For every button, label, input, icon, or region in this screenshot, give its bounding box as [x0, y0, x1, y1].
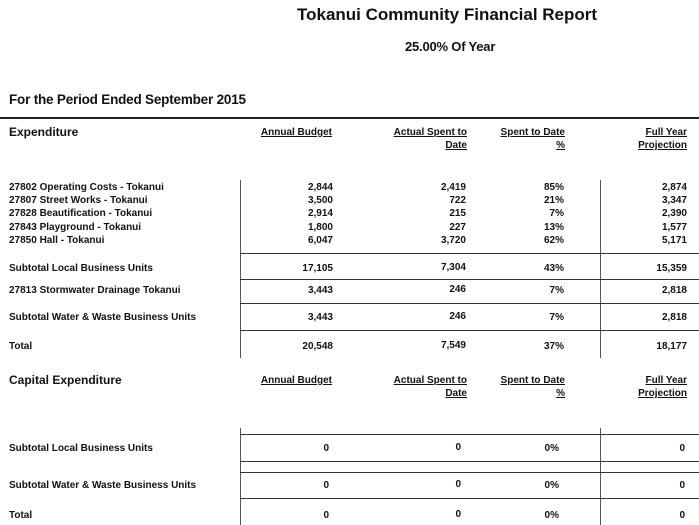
cap-col-actual-spent-line1: Actual Spent to	[393, 375, 467, 386]
grid-hline	[240, 303, 699, 304]
cap-subtotal-local-pct: 0%	[544, 443, 559, 454]
grid-vline-left	[240, 180, 241, 358]
col-spent-pct-line1: Spent to Date	[500, 127, 565, 138]
cap-col-spent-pct-line2: %	[556, 388, 565, 399]
subtotal-water-pct: 7%	[549, 312, 564, 323]
subtotal-water-actual: 246	[449, 311, 466, 322]
stormwater-projection: 2,818	[661, 285, 687, 296]
col-actual-spent	[394, 126, 467, 152]
cap-subtotal-local-label: Subtotal Local Business Units	[9, 443, 153, 454]
cap-col-actual-spent-line2: Date	[445, 388, 467, 399]
cap-col-projection-line2: Projection	[638, 388, 687, 399]
cap-grid-hline	[240, 498, 699, 499]
col-projection	[638, 126, 687, 152]
subtotal-local-actual: 7,304	[440, 262, 466, 273]
budget-value: 6,047	[307, 234, 333, 246]
report-title: Tokanui Community Financial Report	[297, 5, 598, 24]
budget-value: 3,500	[307, 195, 333, 207]
projection-value: 2,874	[661, 182, 687, 193]
grid-hline	[240, 253, 699, 254]
actual-values	[441, 181, 466, 247]
cap-total-projection: 0	[679, 510, 685, 521]
cap-col-annual-budget: Annual Budget	[260, 375, 332, 386]
cap-subtotal-water-actual: 0	[455, 479, 461, 490]
budget-value: 1,800	[307, 221, 333, 233]
actual-value: 227	[449, 221, 466, 233]
cap-col-projection-line1: Full Year	[645, 375, 687, 386]
stormwater-pct: 7%	[549, 285, 564, 296]
total-projection: 18,177	[656, 341, 687, 352]
cap-col-actual-spent	[394, 374, 467, 400]
cap-col-projection	[638, 374, 687, 400]
expenditure-labels	[9, 181, 164, 247]
cap-grid-hline	[240, 461, 699, 462]
pct-value: 13%	[543, 221, 564, 233]
cap-subtotal-local-budget: 0	[323, 443, 329, 454]
projection-value: 3,347	[661, 195, 687, 207]
stormwater-budget: 3,443	[307, 285, 333, 296]
line-item-label: 27850 Hall - Tokanui	[9, 234, 105, 246]
pct-value: 7%	[549, 208, 564, 220]
projection-value: 1,577	[661, 221, 687, 233]
budget-values	[308, 181, 333, 247]
cap-subtotal-water-pct: 0%	[544, 480, 559, 491]
actual-value: 2,419	[440, 182, 466, 193]
cap-total-budget: 0	[323, 510, 329, 521]
cap-grid-hline	[240, 434, 699, 435]
cap-grid-vline-right	[600, 428, 601, 525]
cap-col-spent-pct-line1: Spent to Date	[500, 375, 565, 386]
subtotal-local-pct: 43%	[543, 263, 564, 274]
grid-hline	[240, 279, 699, 280]
expenditure-heading: Expenditure	[9, 125, 79, 139]
projection-values	[662, 181, 687, 247]
stormwater-label: 27813 Stormwater Drainage Tokanui	[9, 285, 181, 296]
col-annual-budget: Annual Budget	[260, 127, 332, 138]
total-label: Total	[9, 341, 33, 352]
projection-value: 5,171	[661, 234, 687, 246]
report-subtitle: 25.00% Of Year	[405, 39, 496, 54]
total-pct: 37%	[543, 341, 564, 352]
report-period: For the Period Ended September 2015	[9, 92, 246, 107]
cap-subtotal-water-budget: 0	[323, 480, 329, 491]
header-divider	[0, 117, 699, 119]
cap-subtotal-local-projection: 0	[679, 443, 685, 454]
subtotal-local-projection: 15,359	[656, 263, 687, 274]
col-spent-pct	[501, 126, 565, 152]
cap-col-spent-pct	[501, 374, 565, 400]
total-budget: 20,548	[302, 341, 333, 352]
cap-grid-hline	[240, 472, 699, 473]
line-item-label: 27802 Operating Costs - Tokanui	[9, 182, 164, 193]
cap-total-actual: 0	[455, 509, 461, 520]
col-projection-line1: Full Year	[645, 127, 687, 138]
actual-value: 3,720	[440, 234, 466, 246]
subtotal-local-budget: 17,105	[302, 263, 333, 274]
cap-subtotal-water-label: Subtotal Water & Waste Business Units	[9, 480, 197, 491]
col-projection-line2: Projection	[638, 140, 687, 151]
budget-value: 2,844	[307, 182, 333, 193]
line-item-label: 27843 Playground - Tokanui	[9, 221, 142, 233]
cap-subtotal-water-projection: 0	[679, 480, 685, 491]
cap-grid-vline-left	[240, 428, 241, 525]
grid-vline-right	[600, 180, 601, 358]
pct-values	[544, 181, 564, 247]
subtotal-local-label: Subtotal Local Business Units	[9, 263, 153, 274]
subtotal-water-label: Subtotal Water & Waste Business Units	[9, 312, 197, 323]
cap-total-pct: 0%	[544, 510, 559, 521]
col-actual-spent-line2: Date	[445, 140, 467, 151]
pct-value: 62%	[543, 234, 564, 246]
cap-total-label: Total	[9, 510, 33, 521]
capital-heading: Capital Expenditure	[9, 373, 122, 387]
col-spent-pct-line2: %	[556, 140, 565, 151]
line-item-label: 27807 Street Works - Tokanui	[9, 195, 148, 207]
col-actual-spent-line1: Actual Spent to	[393, 127, 467, 138]
actual-value: 722	[449, 195, 466, 207]
line-item-label: 27828 Beautification - Tokanui	[9, 208, 153, 220]
pct-value: 85%	[543, 182, 564, 193]
pct-value: 21%	[543, 195, 564, 207]
stormwater-actual: 246	[449, 284, 466, 295]
subtotal-water-projection: 2,818	[661, 312, 687, 323]
cap-subtotal-local-actual: 0	[455, 442, 461, 453]
projection-value: 2,390	[661, 208, 687, 220]
grid-hline	[240, 330, 699, 331]
subtotal-water-budget: 3,443	[307, 312, 333, 323]
total-actual: 7,549	[440, 340, 466, 351]
actual-value: 215	[449, 208, 466, 220]
budget-value: 2,914	[307, 208, 333, 220]
